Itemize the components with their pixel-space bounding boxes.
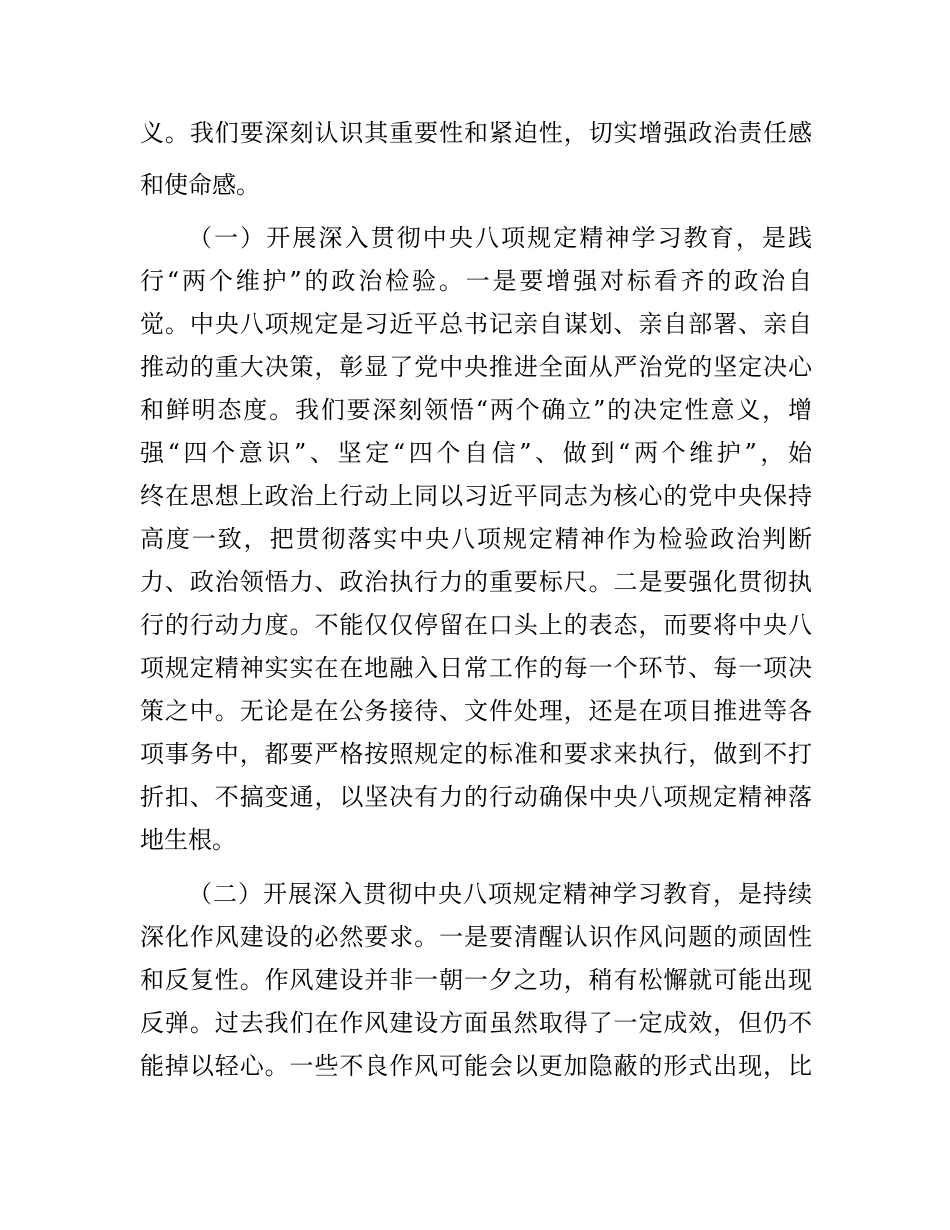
text-line: 折扣、不搞变通，以坚决有力的行动确保中央八项规定精神落 [140, 783, 812, 811]
text-line: 项规定精神实实在在地融入日常工作的每一个环节、每一项决 [140, 654, 812, 682]
text-line: 力、政治领悟力、政治执行力的重要标尺。二是要强化贯彻执 [140, 568, 812, 596]
text-line: 和反复性。作风建设并非一朝一夕之功，稍有松懈就可能出现 [140, 966, 812, 994]
text-line: 地生根。 [140, 826, 236, 854]
text-line: 策之中。无论是在公务接待、文件处理，还是在项目推进等各 [140, 697, 812, 725]
text-line: （一）开展深入贯彻中央八项规定精神学习教育，是践 [188, 224, 812, 252]
text-line: 行的行动力度。不能仅仅停留在口头上的表态，而要将中央八 [140, 611, 812, 639]
text-line: 终在思想上政治上行动上同以习近平同志为核心的党中央保持 [140, 482, 812, 510]
text-line: 反弹。过去我们在作风建设方面虽然取得了一定成效，但仍不 [140, 1009, 812, 1037]
text-line: 和使命感。 [140, 171, 260, 199]
text-line: 觉。中央八项规定是习近平总书记亲自谋划、亲自部署、亲自 [140, 310, 812, 338]
text-line: 义。我们要深刻认识其重要性和紧迫性，切实增强政治责任感 [140, 119, 812, 147]
text-line: 强“四个意识”、坚定“四个自信”、做到“两个维护”，始 [140, 439, 812, 467]
text-line: 深化作风建设的必然要求。一是要清醒认识作风问题的顽固性 [140, 923, 812, 951]
text-line: 行“两个维护”的政治检验。一是要增强对标看齐的政治自 [140, 267, 812, 295]
text-line: 项事务中，都要严格按照规定的标准和要求来执行，做到不打 [140, 740, 812, 768]
text-line: （二）开展深入贯彻中央八项规定精神学习教育，是持续 [188, 880, 812, 908]
text-line: 高度一致，把贯彻落实中央八项规定精神作为检验政治判断 [140, 525, 812, 553]
text-line: 能掉以轻心。一些不良作风可能会以更加隐蔽的形式出现，比 [140, 1052, 812, 1080]
text-line: 推动的重大决策，彰显了党中央推进全面从严治党的坚定决心 [140, 353, 812, 381]
text-line: 和鲜明态度。我们要深刻领悟“两个确立”的决定性意义，增 [140, 396, 812, 424]
